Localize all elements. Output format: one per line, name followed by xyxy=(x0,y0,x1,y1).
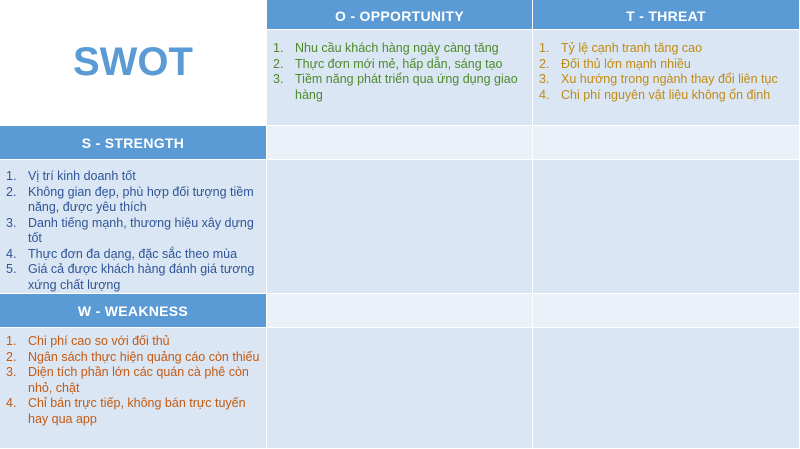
list-item xyxy=(6,185,260,216)
list-item-number: 3. xyxy=(6,215,17,230)
list-item-text: Chỉ bán trực tiếp, không bán trực tuyến hay qua app xyxy=(28,396,246,426)
strength-header-label: S - STRENGTH xyxy=(81,135,185,151)
list-item-number: 2. xyxy=(6,184,17,199)
list-item-text: Ngân sách thực hiện quảng cáo còn thiếu xyxy=(28,349,260,364)
strength-header xyxy=(0,126,267,160)
list-item-text: Đối thủ lớn mạnh nhiều xyxy=(561,56,691,71)
st-cell xyxy=(533,160,800,294)
list-item-text: Xu hướng trong ngành thay đổi liên tục xyxy=(561,72,778,86)
list-item-number: 5. xyxy=(6,262,17,276)
threat-list xyxy=(539,41,793,103)
wo-cell xyxy=(267,328,533,449)
list-item-number: 4. xyxy=(6,246,17,261)
list-item xyxy=(539,41,793,57)
st-header-cell xyxy=(533,126,800,160)
weakness-cell xyxy=(0,328,267,449)
list-item xyxy=(6,169,260,185)
opportunity-cell xyxy=(267,30,533,126)
list-item-number: 1. xyxy=(539,41,550,55)
list-item-text: Tỷ lệ cạnh tranh tăng cao xyxy=(561,41,703,55)
list-item xyxy=(539,88,793,104)
list-item-number: 3. xyxy=(273,72,284,86)
opportunity-header xyxy=(267,0,533,30)
list-item-number: 2. xyxy=(273,56,284,71)
list-item xyxy=(273,57,526,73)
list-item-text: Thực đơn đa dạng, đặc sắc theo mùa xyxy=(28,246,238,261)
list-item-text: Nhu cầu khách hàng ngày càng tăng xyxy=(295,41,499,55)
list-item-text: Chi phí cao so với đối thủ xyxy=(28,334,170,348)
so-header-cell xyxy=(267,126,533,160)
list-item-text: Chi phí nguyên vật liệu không ổn định xyxy=(561,87,771,102)
strength-cell xyxy=(0,160,267,294)
list-item xyxy=(6,216,260,247)
list-item xyxy=(539,57,793,73)
list-item-text: Tiềm năng phát triển qua ứng dụng giao hàng xyxy=(295,72,518,102)
list-item xyxy=(6,350,260,366)
weakness-list xyxy=(6,334,260,427)
list-item xyxy=(6,365,260,396)
list-item xyxy=(539,72,793,88)
threat-header-label: T - THREAT xyxy=(626,8,706,24)
weakness-header xyxy=(0,294,267,328)
list-item-number: 2. xyxy=(539,56,550,71)
list-item-text: Giá cả được khách hàng đánh giá tương xứng chất lượng xyxy=(28,262,255,292)
list-item-number: 1. xyxy=(6,169,17,183)
list-item xyxy=(273,41,526,57)
weakness-header-label: W - WEAKNESS xyxy=(77,303,189,319)
swot-title-text: SWOT xyxy=(73,40,193,84)
list-item-number: 4. xyxy=(539,87,550,102)
list-item-number: 3. xyxy=(6,365,17,379)
list-item-text: Không gian đẹp, phù hợp đối tượng tiềm năng, được yêu thích xyxy=(28,184,254,214)
list-item xyxy=(6,396,260,427)
list-item xyxy=(273,72,526,103)
list-item-text: Thực đơn mới mẻ, hấp dẫn, sáng tạo xyxy=(295,56,503,71)
threat-header xyxy=(533,0,800,30)
list-item-number: 3. xyxy=(539,72,550,86)
opportunity-header-label: O - OPPORTUNITY xyxy=(335,8,464,24)
list-item-number: 4. xyxy=(6,396,17,410)
list-item-text: Diện tích phần lớn các quán cà phê còn nhỏ, chật xyxy=(28,365,249,395)
threat-cell xyxy=(533,30,800,126)
list-item xyxy=(6,247,260,263)
so-cell xyxy=(267,160,533,294)
list-item-text: Vị trí kinh doanh tốt xyxy=(28,169,136,183)
list-item-number: 2. xyxy=(6,349,17,364)
wt-cell xyxy=(533,328,800,449)
swot-title xyxy=(0,0,267,126)
list-item xyxy=(6,262,260,293)
strength-list xyxy=(6,169,260,293)
list-item xyxy=(6,334,260,350)
opportunity-list xyxy=(273,41,526,103)
wo-header-cell xyxy=(267,294,533,328)
wt-header-cell xyxy=(533,294,800,328)
list-item-number: 1. xyxy=(6,334,17,348)
list-item-number: 1. xyxy=(273,41,284,55)
list-item-text: Danh tiếng mạnh, thương hiệu xây dựng tốt xyxy=(28,215,254,245)
